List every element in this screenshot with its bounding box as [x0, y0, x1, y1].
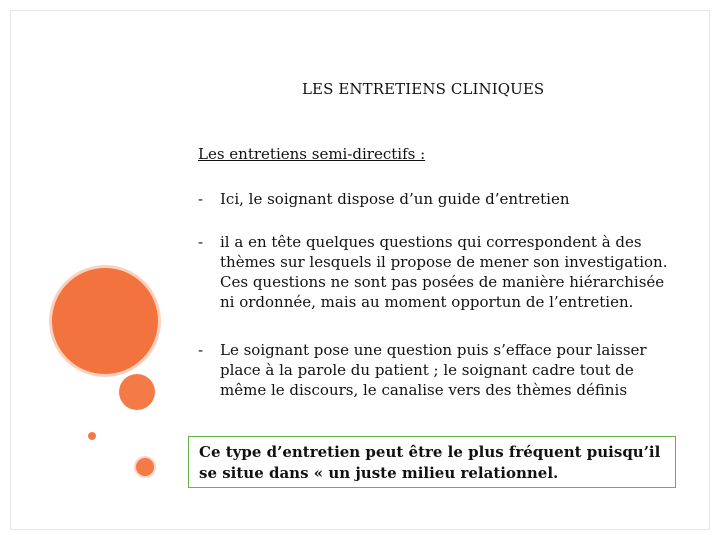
bullet-text: Ici, le soignant dispose d’un guide d’entretien: [220, 190, 570, 208]
section-subtitle: Les entretiens semi-directifs :: [198, 145, 426, 163]
bullet-marker: -: [198, 233, 204, 251]
frame-right: [709, 10, 710, 530]
frame-left: [10, 10, 11, 530]
bullet-marker: -: [198, 190, 204, 208]
decorative-circle-large: [52, 268, 158, 374]
decorative-circle-medium: [119, 374, 155, 410]
decorative-circle-small: [136, 458, 154, 476]
slide-title: LES ENTRETIENS CLINIQUES: [302, 80, 545, 98]
bullet-text: il a en tête quelques questions qui correspondent à des thèmes sur lesquels il propose de mener son investigation. Ces questions ne sont pas posées de manière hiérarchisée ni ordonnée, mais au moment opportun de l’entretien.: [220, 233, 668, 311]
bullet-item: [198, 340, 678, 400]
bullet-text: Le soignant pose une question puis s’efface pour laisser place à la parole du patient ; le soignant cadre tout de même le discours, le canalise vers des thèmes définis: [220, 341, 647, 399]
bullet-item: [198, 232, 678, 312]
bullet-item: [198, 189, 678, 209]
frame-bottom: [10, 529, 710, 530]
callout-box: Ce type d’entretien peut être le plus fréquent puisqu’il se situe dans « un juste milieu relationnel.: [188, 436, 676, 488]
bullet-marker: -: [198, 341, 204, 359]
decorative-circle-tiny: [88, 432, 96, 440]
frame-top: [10, 10, 710, 11]
